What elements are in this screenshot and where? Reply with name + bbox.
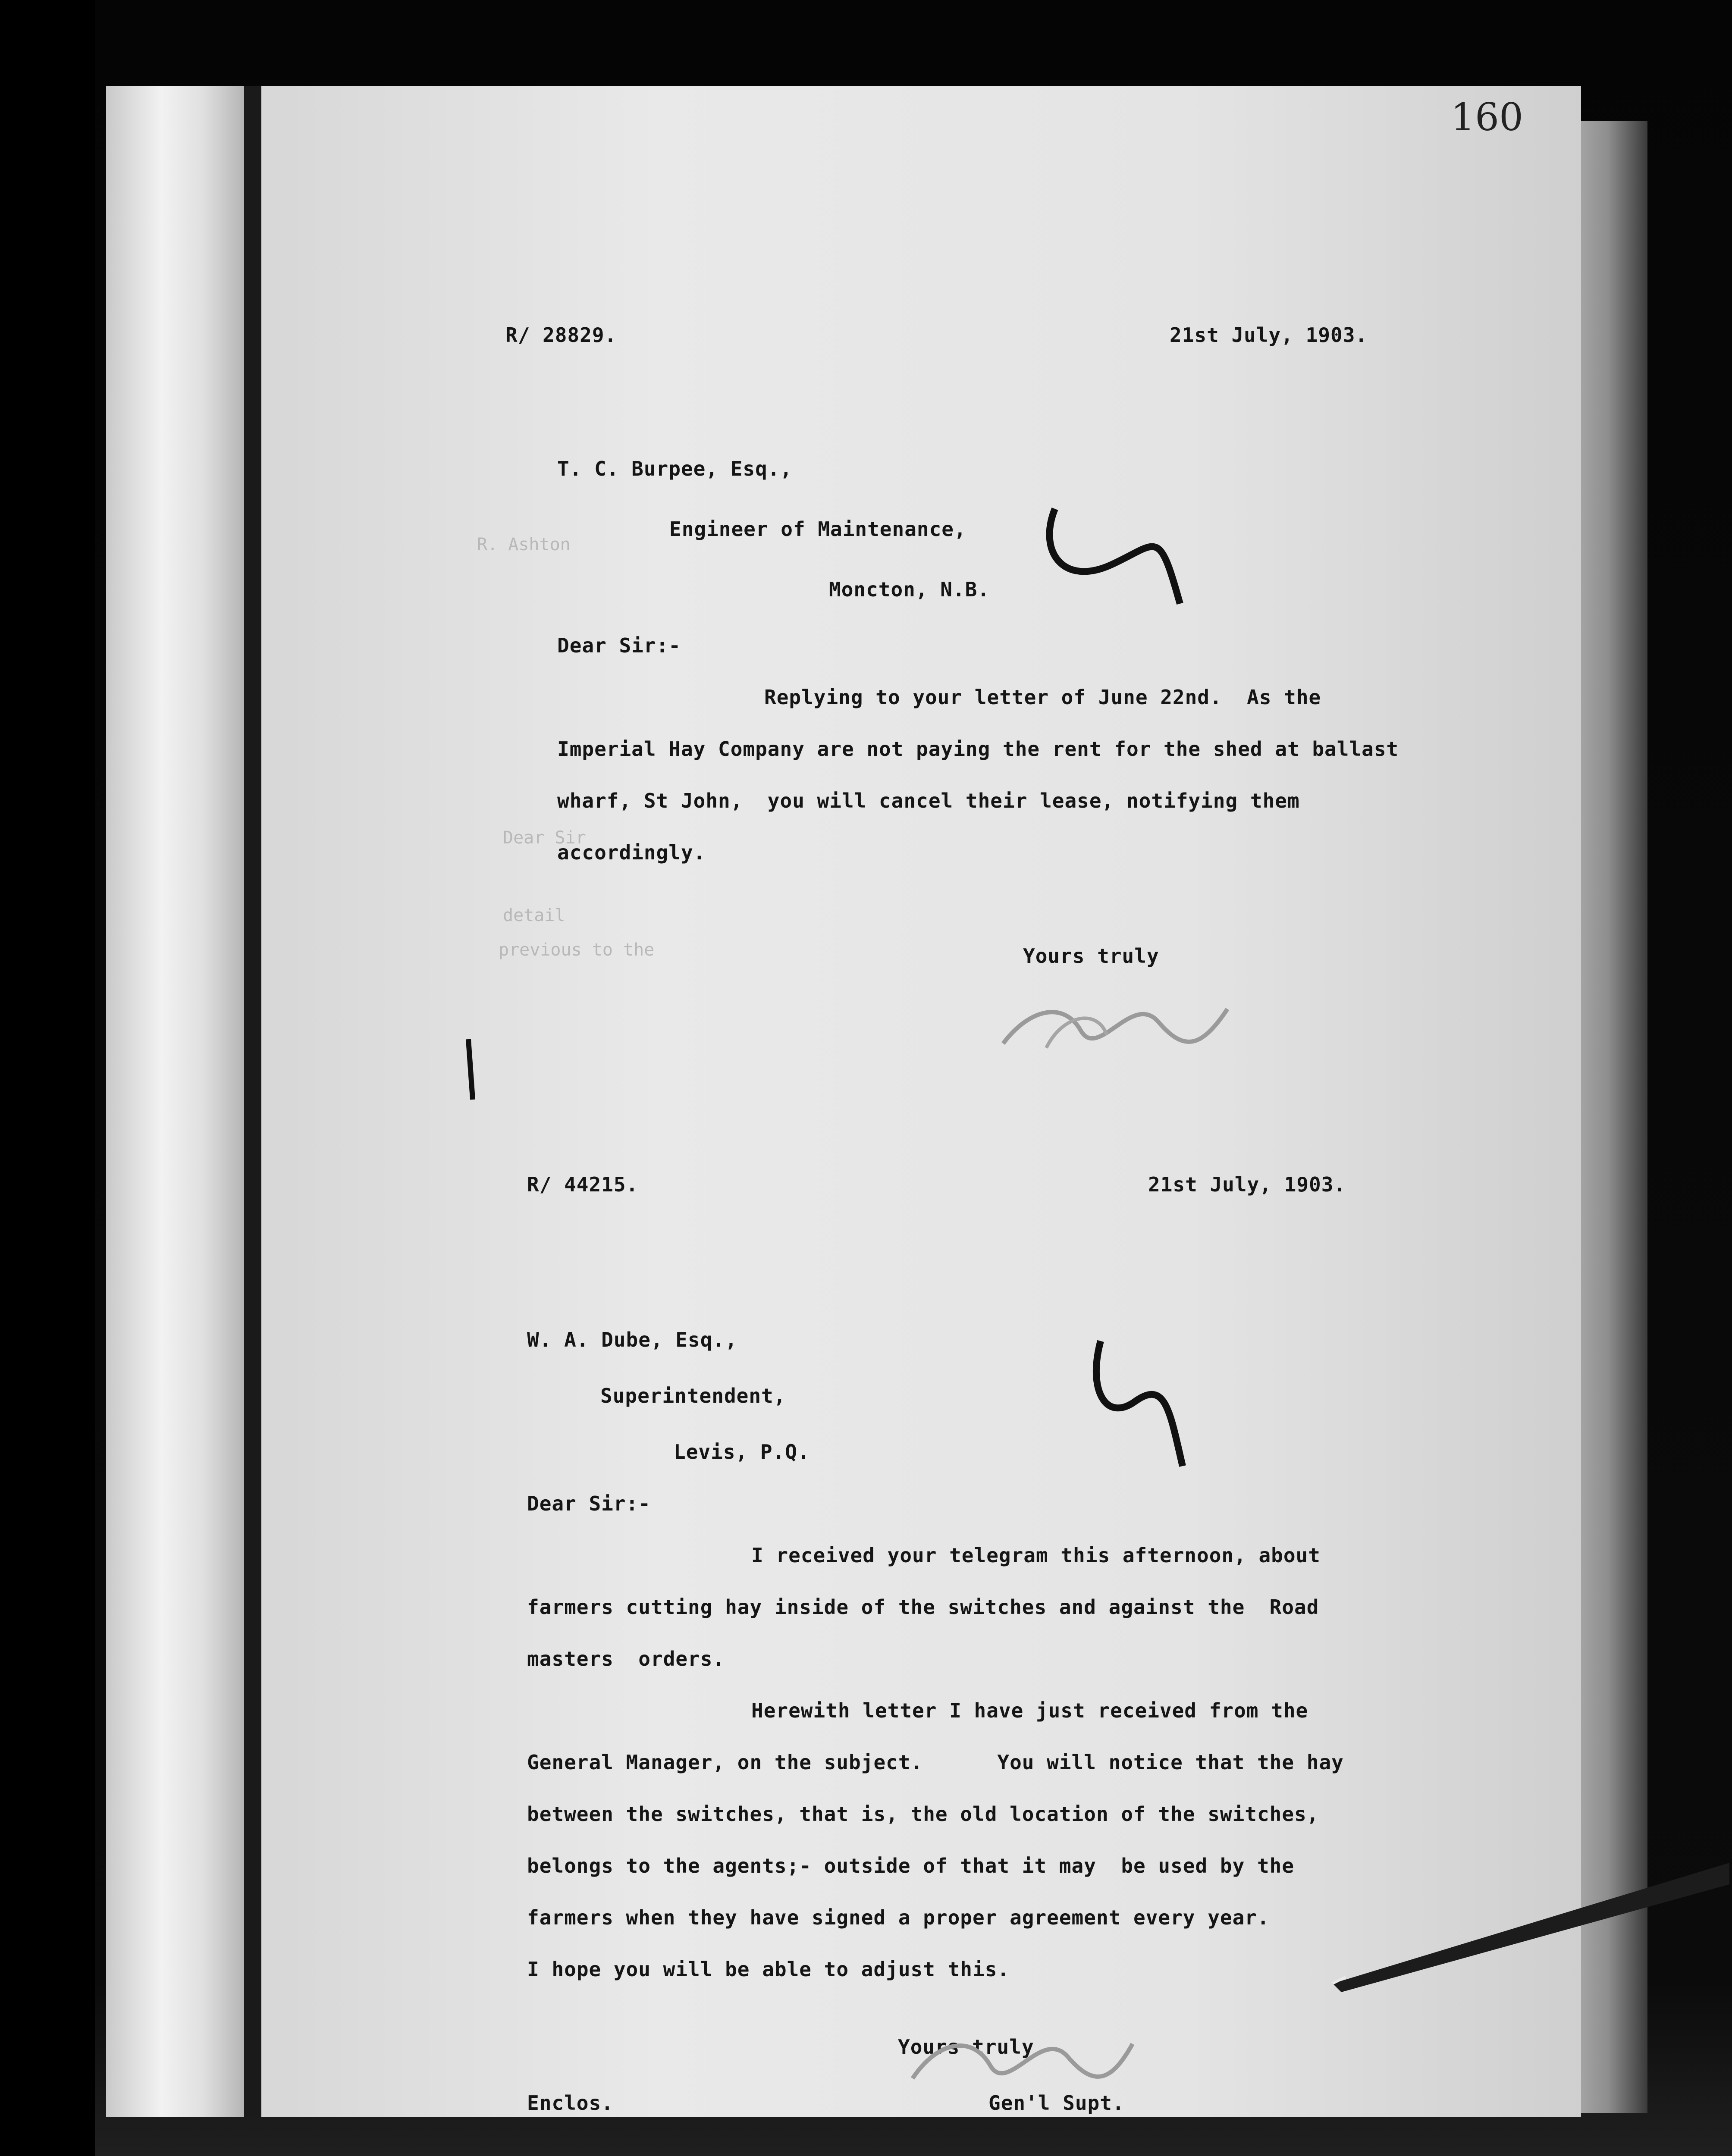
letter-2-body-line: farmers when they have signed a proper agreement every year. bbox=[527, 1906, 1270, 1929]
letter-1-body-line: wharf, St John, you will cancel their lease, notifying them bbox=[557, 789, 1300, 812]
letter-2-body-line: belongs to the agents;- outside of that it may be used by the bbox=[527, 1854, 1295, 1877]
margin-mark bbox=[460, 1035, 486, 1104]
letter-2-date: 21st July, 1903. bbox=[1148, 1173, 1346, 1196]
letter-1-addressee-location: Moncton, N.B. bbox=[829, 578, 990, 601]
binding-strip bbox=[106, 86, 244, 2117]
letter-2-closing: Yours truly bbox=[898, 2035, 1034, 2059]
letter-1-reference: R/ 28829. bbox=[505, 323, 617, 347]
letter-2-addressee-title: Superintendent, bbox=[600, 1384, 786, 1407]
letter-2-enclosure: Enclos. bbox=[527, 2091, 614, 2115]
letter-1-addressee-title: Engineer of Maintenance, bbox=[669, 517, 966, 541]
letter-2-reference: R/ 44215. bbox=[527, 1173, 639, 1196]
letter-1-addressee: T. C. Burpee, Esq., bbox=[557, 457, 793, 480]
letter-1-body-line: Imperial Hay Company are not paying the rent for the shed at ballast bbox=[557, 737, 1399, 761]
letter-1-closing: Yours truly bbox=[1023, 944, 1159, 968]
letter-2-salutation: Dear Sir:- bbox=[527, 1492, 651, 1515]
letter-1-signature bbox=[995, 983, 1236, 1061]
letter-2-body-line: Herewith letter I have just received from the bbox=[751, 1699, 1308, 1722]
letter-2-body-line: farmers cutting hay inside of the switches and against the Road bbox=[527, 1595, 1319, 1619]
letter-1-salutation: Dear Sir:- bbox=[557, 634, 681, 657]
pointer-pen bbox=[1328, 1854, 1732, 2009]
check-mark-scribble bbox=[1038, 500, 1193, 630]
page-number: 160 bbox=[1451, 95, 1523, 139]
letter-2-body-line: I received your telegram this afternoon, about bbox=[751, 1544, 1321, 1567]
letter-2-body-line: masters orders. bbox=[527, 1647, 725, 1670]
letter-2-body-line: I hope you will be able to adjust this. bbox=[527, 1958, 1010, 1981]
bleed-through-text: previous to the bbox=[499, 940, 655, 960]
film-border bbox=[0, 0, 95, 2156]
letterbook-page bbox=[261, 86, 1581, 2117]
letter-2-addressee: W. A. Dube, Esq., bbox=[527, 1328, 737, 1351]
letter-2-addressee-location: Levis, P.Q. bbox=[674, 1440, 810, 1463]
check-mark-scribble bbox=[1083, 1332, 1195, 1475]
letter-2-body-line: between the switches, that is, the old location of the switches, bbox=[527, 1802, 1319, 1826]
letter-1-body-line: Replying to your letter of June 22nd. As the bbox=[764, 686, 1321, 709]
bleed-through-text: R. Ashton bbox=[477, 535, 571, 555]
letter-2-body-line: General Manager, on the subject. You will notice that the hay bbox=[527, 1751, 1344, 1774]
bleed-through-text: Dear Sir bbox=[503, 828, 586, 848]
letter-1-date: 21st July, 1903. bbox=[1170, 323, 1368, 347]
bleed-through-text: detail bbox=[503, 906, 565, 925]
letter-2-signature bbox=[900, 2009, 1141, 2096]
letter-1-body-line: accordingly. bbox=[557, 841, 706, 864]
letter-2-signoff: Gen'l Supt. bbox=[988, 2091, 1125, 2115]
binding-edge bbox=[244, 86, 261, 2117]
